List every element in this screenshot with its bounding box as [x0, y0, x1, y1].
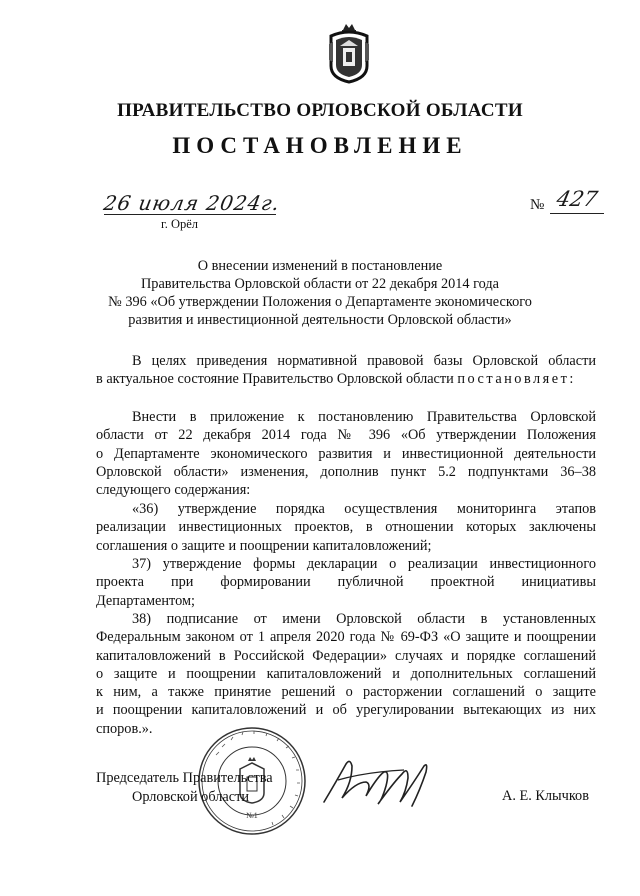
item-line: «36) утверждение порядка осуществления мониторинга этапов: [132, 501, 596, 517]
item-line: и поощрении капиталовложений и об урегулировании вытекающих из них: [96, 702, 596, 719]
government-heading: ПРАВИТЕЛЬСТВО ОРЛОВСКОЙ ОБЛАСТИ: [117, 100, 523, 121]
item-line: к ним, а также принятие решений о расторжении соглашений о защите: [96, 684, 596, 701]
item-line: о защите и поощрении капиталовложений и дополнительных соглашений: [96, 665, 596, 682]
position-line: Председатель Правительства: [96, 770, 273, 786]
signatory-name: А. Е. Клычков: [502, 788, 589, 804]
subject-line: развития и инвестиционной деятельности Орловской области»: [128, 312, 512, 328]
number-label: №: [530, 197, 545, 213]
preamble-line-text: в актуальное состояние Правительство Орловской области: [96, 371, 454, 388]
body-line: области от 22 декабря 2014 года № 396 «Об утверждении Положения: [96, 427, 596, 444]
item-38-paragraph: [96, 610, 596, 738]
item-line: 38) подписание от имени Орловской области в установленных: [132, 611, 596, 627]
item-line: проекта при формировании публичной проектной инициативы: [96, 574, 596, 591]
item-37-paragraph: [96, 555, 596, 610]
document-subject: [100, 257, 540, 329]
item-36-paragraph: [96, 500, 596, 555]
body-intro-paragraph: [96, 408, 596, 499]
item-line: соглашения о защите и поощрении капиталовложений;: [96, 537, 432, 554]
item-line: Департаментом;: [96, 592, 195, 609]
number-underline: [550, 213, 604, 214]
handwritten-date: 26 июля 2024г.: [101, 191, 283, 215]
body-line: следующего содержания:: [96, 482, 251, 499]
item-line: 37) утверждение формы декларации о реализации инвестиционного: [132, 556, 596, 572]
preamble-line: В целях приведения нормативной правовой базы Орловской области: [132, 353, 596, 369]
body-line: Орловской области» изменения, дополнив пункт 5.2 подпунктами 36–38: [96, 463, 596, 480]
subject-line: Правительства Орловской области от 22 декабря 2014 года: [140, 276, 500, 292]
item-line: Федеральным законом от 1 апреля 2020 года № 69-ФЗ «О защите и поощрении: [96, 629, 596, 646]
item-line: споров.».: [96, 720, 153, 737]
svg-text:№1: №1: [246, 811, 258, 820]
city-label: г. Орёл: [161, 217, 199, 231]
preamble-line-2: [96, 370, 596, 388]
signatory-position: [96, 769, 273, 807]
handwritten-signature: [316, 752, 446, 812]
item-line: реализации инвестиционных проектов, в отношении которых заключены: [96, 519, 596, 536]
subject-line: № 396 «Об утверждении Положения о Департаменте экономического: [108, 294, 532, 310]
handwritten-number: 427: [554, 187, 600, 211]
decree-word: постановляет:: [457, 371, 576, 388]
body-line: Внести в приложение к постановлению Правительства Орловской: [132, 409, 596, 425]
position-line: Орловской области: [132, 789, 249, 805]
item-line: капиталовложений в Российской Федерации» случаях и порядке соглашений: [96, 647, 596, 664]
date-underline: [104, 214, 276, 215]
preamble-paragraph: [96, 352, 596, 389]
body-line: о Департаменте экономического развития и инвестиционной деятельности: [96, 445, 596, 462]
coat-of-arms-emblem: [327, 22, 371, 84]
document-type-heading: ПОСТАНОВЛЕНИЕ: [172, 133, 468, 158]
subject-line: О внесении изменений в постановление: [197, 258, 443, 274]
